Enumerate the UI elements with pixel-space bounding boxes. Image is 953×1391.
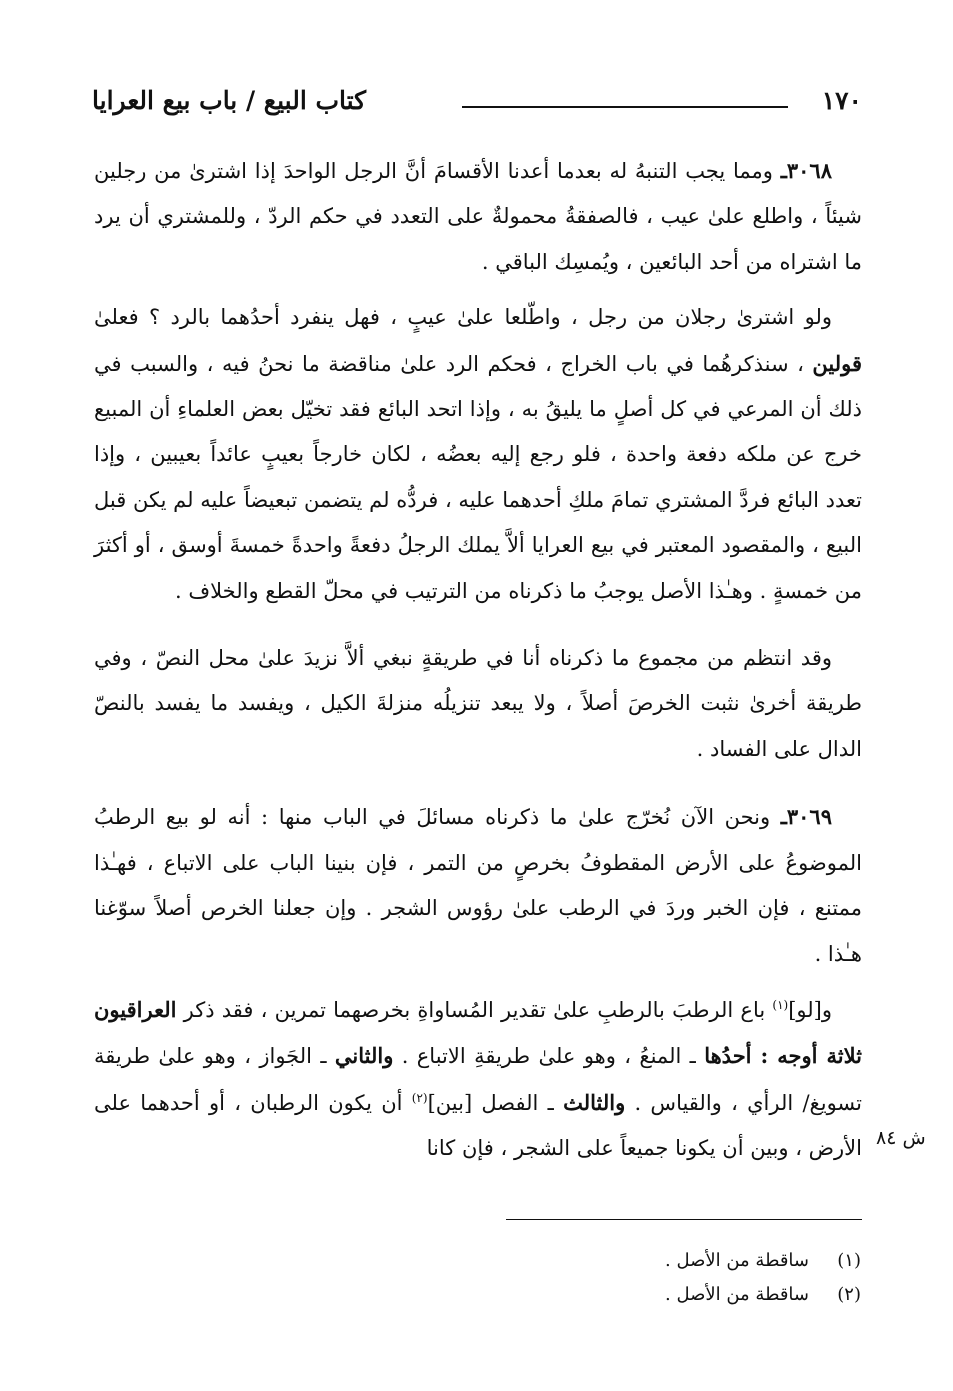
paragraph-text: ـ الفصل [بين]: [427, 1090, 564, 1115]
bold-term: والثاني: [334, 1043, 394, 1069]
footnote: [665, 1244, 861, 1278]
footnote-text: ساقطة من الأصل .: [665, 1284, 809, 1305]
bold-term: قولين: [812, 350, 862, 376]
paragraph-two-buyers: [94, 295, 862, 614]
bold-term: والثالث: [563, 1089, 626, 1115]
header-rule: [462, 106, 788, 108]
body-text: [94, 148, 862, 1172]
paragraph-text: ـ الجَواز ، وهو علىٰ طريقة تسويغ/ الرأي ، والقياس .: [94, 1044, 863, 1115]
footnotes: [665, 1244, 861, 1312]
manuscript-margin-note: ش ٨٤: [876, 1127, 926, 1149]
paragraph-text: أن يكون الرطبان ، أو أحدهما على الأرض ، وبين أن يكونا جميعاً على الشجر ، فإن كانا: [94, 1090, 862, 1161]
footnote-ref: (٢): [411, 1090, 428, 1105]
paragraph-three-views: [94, 987, 862, 1172]
paragraph-number: ٣٠٦٨ـ: [780, 158, 832, 183]
paragraph-number: ٣٠٦٩ـ: [780, 804, 832, 830]
paragraph-3068: [94, 148, 862, 285]
paragraph-3069: [94, 794, 862, 977]
footnote-number: (١): [837, 1250, 861, 1271]
page-number: ١٧٠: [821, 86, 862, 115]
running-title: كتاب البيع / باب بيع العرايا: [92, 86, 367, 115]
paragraph-summary: وقد انتظم من مجموع ما ذكرناه أنا في طريقةٍ نبغي ألاَّ نزيدَ علىٰ محل النصّ ، وفي طريقة أخرىٰ نثبت الخرصَ أصلاً ، ولا يبعد تنزيلُه منزلةَ الكيل ، ويفسد ما يفسد بالنصّ الدال على الفساد .: [94, 646, 862, 761]
footnote-rule: [506, 1219, 862, 1220]
footnote: [665, 1278, 861, 1312]
paragraph-text: ومما يجب التنبهُ له بعدما أعدنا الأقسامَ أنَّ الرجل الواحدَ إذا اشترىٰ من رجلين شيئاً ، واطلع علىٰ عيب ، فالصفقةُ محمولةٌ على التعدد في حكم الردّ ، وللمشتري أن يرد ما اشتراه من أحد البائعين ، ويُمسِك الباقي .: [94, 159, 862, 274]
paragraph-text: ولو اشترىٰ رجلان من رجل ، واطّلعا علىٰ عيبٍ ، فهل ينفرد أحدُهما بالرد ؟ فعلىٰ: [94, 305, 832, 330]
bold-term: العراقيون ثلاثة أوجه : أحدُها: [94, 996, 862, 1069]
paragraph-text: ، سنذكرهُما في باب الخراج ، فحكم الرد علىٰ مناقضة ما نحنُ فيه ، والسبب في ذلك أن المرعي في كل أصلٍ ما يليقُ به ، وإذا اتحد البائع فقد تخيّل بعض العلماءِ أن المبيع خرج عن ملكه دفعة واحدة ، فلو رجع إليه بعضُه ، لكان خارجاً بعيبٍ عائداً بعيبين ، وإذا تعدد البائع فردَّ المشتري تمامَ ملكِ أحدهما عليه ، فردُّه لم يتضمن تبعيضاً عليه لم يكن قبل البيع ، والمقصود المعتبر في بيع العرايا ألاَّ يملك الرجلُ دفعةً واحدةً خمسةَ أوسق ، أو أكثرَ من خمسةٍ . وهـٰذا الأصل يوجبُ ما ذكرناه من الترتيب في محلّ القطع والخلاف .: [94, 351, 862, 603]
page-header: [92, 82, 862, 122]
footnote-number: (٢): [837, 1284, 861, 1305]
paragraph-text: ـ المنعُ ، وهو علىٰ طريقةِ الاتباع .: [393, 1044, 705, 1069]
paragraph-text: ونحن الآن نُخرّج علىٰ ما ذكرناه مسائلَ في الباب منها : أنه لو بيع الرطبُ الموضوعُ على الأرض المقطوفُ بخرصٍ من التمر ، فإن بنينا الباب على الاتباع ، فهـٰذا ممتنع ، فإن الخبر وردَ في الرطب علىٰ رؤوس الشجر . وإن جعلنا الخرص أصلاً سوّغنا هـٰذا .: [94, 805, 862, 966]
paragraph-text: و[لو]: [788, 997, 832, 1022]
footnote-text: ساقطة من الأصل .: [665, 1250, 809, 1271]
footnote-ref: (١): [772, 997, 789, 1012]
paragraph-text: باع الرطبَ بالرطبِ علىٰ تقدير المُساواةِ بخرصهما تمرين ، فقد ذكر: [176, 997, 773, 1022]
